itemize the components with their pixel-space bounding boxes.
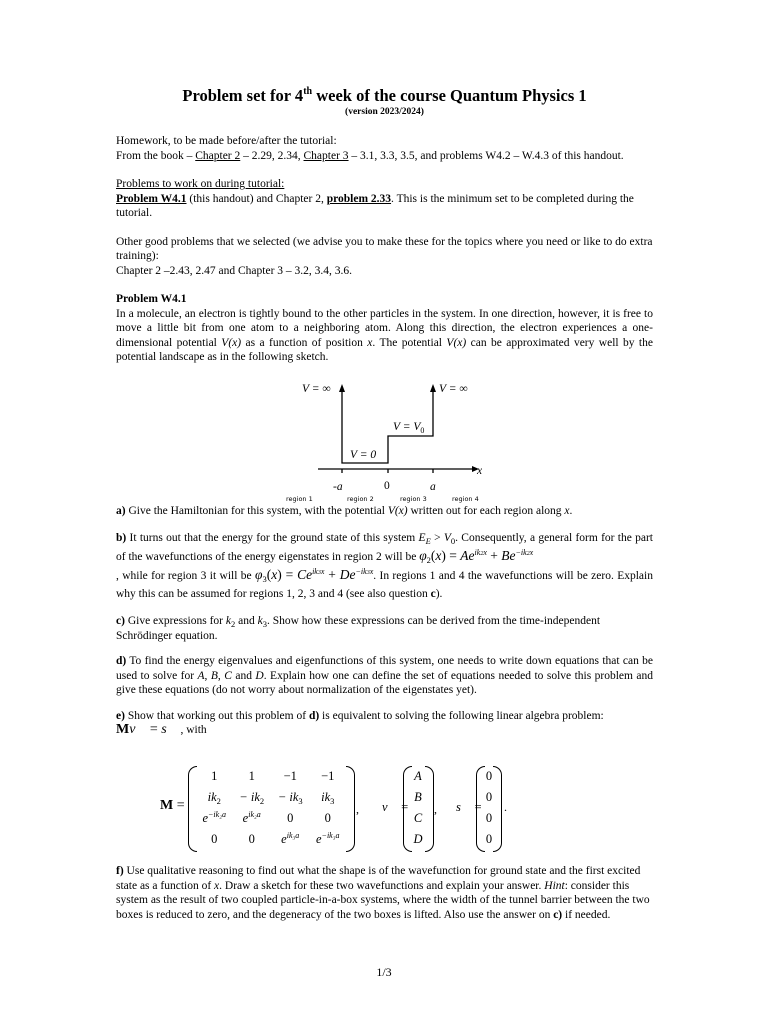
vector-s-label: s⃗ = (456, 800, 483, 814)
problem-w41-section: Problem W4.1 In a molecule, an electron is tightly bound to the other particles in the system. In one direction, however, it is free to move a little bit from one atom to a neighboring atom. Along this direction, the electron experiences a one-dimensional potential V(x) as a function of position x. The potential V(x) can be approximated very well by the potential landscape as in the following sketch. (116, 293, 653, 363)
part-f-container (116, 864, 653, 922)
other-problems-section: Other good problems that we selected (we advise you to make these for the topics where you need or like to do extra training): Chapter 2 –2.43, 2.47 and Chapter 3 – 3.2, 3.4, 3.6. (116, 235, 653, 277)
matrix-m: 1 1 −1 −1 $ik_2$ − $ik_2$ − $ik_3$ $ik_3$ $e^{-ik_2a}$ $e^{ik_2a}$ 0 0 0 0 $e^{ik_3a}$ $e^{-ik_3a}$ (202, 769, 340, 846)
x-axis-label: x (477, 465, 483, 477)
v-infinity-left: V = ∞ (302, 383, 331, 395)
part-e: e) Show that working out this problem of d) is equivalent to solving the following linear algebra problem: (116, 709, 604, 722)
page-content: Problem set for 4th week of the course Quantum Physics 1 (version 2023/2024) Homework, to be made before/after the tutorial: From the book – Chapter 2 – 2.29, 2.34, Chapter 3 – 3.1, 3.3, 3.5, and problems W4.2 – W.4.3 of this handout. Problems to work on during tutorial: Problem W4.1 (this handout) and Chapter 2, problem 2.33. This is the minimum set to be completed during the tutorial. Other good problems that we selected (we advise you to make these for the topics where you need or like to do extra training): Chapter 2 –2.43, 2.47 and Chapter 3 – 3.2, 3.4, 3.6. Problem W4.1 In a molecule, an electron is tightly bound to the other particles in the system. In one direction, however, it is free to move a little bit from one atom to a neighboring atom. Along this direction, the electron experiences a one-dimensional potential V(x) as a function of position x. The potential V(x) can be approximated very well by the potential landscape as in the following sketch. a) Give the Hamiltonian for this system, with the potential V(x) written out for each region along x. b) It turns out that the energy for the ground state of this system $E_E > V_0$. Consequently, a general form for the part of the wavefunctions of the energy eigenstates in region 2 will be $\varphi_2(x) = Ae^{ik2x} + Be^{-ik2x}$ , while for region 3 it will be $\varphi_3(x) = Ce^{ik3x} + De^{-ik3x}$. In regions 1 and 4 the wavefunctions will be zero. Explain why this can be assumed for regions 1, 2, 3 and 4 (see also question c). c) Give expressions for $k_2$ and $k_3$. Show how these expressions can be derived from the time-independent Schrödinger equation. d) To find the energy eigenvalues and eigenfunctions of this system, one needs to write down equations that can be used to solve for A, B, C and D. Explain how one can define the set of equations needed to solve this problem and give these equations (do not worry about normalization of the eigenstates yet). e) Show that working out this problem of d) is equivalent to solving the following linear algebra problem: Mv⃗ = s⃗ , with (116, 86, 654, 737)
tutorial-section: Problems to work on during tutorial: Problem W4.1 (this handout) and Chapter 2, problem 2.33. This is the minimum set to be completed during the tutorial. (116, 178, 634, 219)
homework-section: Homework, to be made before/after the tutorial: From the book – Chapter 2 – 2.29, 2.34, Chapter 3 – 3.1, 3.3, 3.5, and problems W4.2 – W.4.3 of this handout. (116, 135, 624, 162)
part-b: b) It turns out that the energy for the ground state of this system $E_E > V_0$. Consequently, a general form for the part of the wavefunctions of the energy eigenstates in region 2 will be $\varphi_2(x) = Ae^{ik2x} + Be^{-ik2x}$ , while for region 3 it will be $\varphi_3(x) = Ce^{ik3x} + De^{-ik3x}$. In regions 1 and 4 the wavefunctions will be zero. Explain why this can be assumed for regions 1, 2, 3 and 4 (see also question c). (116, 532, 653, 600)
page-number: 1/3 (376, 965, 392, 979)
region-4-label: region 4 (452, 495, 479, 503)
vector-s: 0 0 0 0 (485, 769, 493, 846)
tick-a: a (430, 481, 436, 493)
equation-linear-system: Mv⃗ = s⃗ (116, 722, 178, 737)
v-infinity-right: V = ∞ (439, 383, 468, 395)
equation-region2: $\varphi_2(x) = Ae^{ik2x} + Be^{-ik2x}$ (419, 548, 534, 565)
problem-heading: Problem W4.1 (116, 293, 187, 305)
equation-region3: $\varphi_3(x) = Ce^{ik3x} + De^{-ik3x}$ (255, 567, 374, 584)
v-v0-label: $V = V_0$ (393, 421, 425, 435)
matrix-m-label: M = (160, 798, 185, 813)
v-zero-label: V = 0 (350, 449, 377, 461)
vector-v: A B C D (413, 769, 423, 846)
region-1-label: region 1 (286, 495, 313, 503)
part-a: a) Give the Hamiltonian for this system, with the potential V(x) written out for each region along x. (116, 504, 573, 517)
potential-sketch (280, 372, 490, 507)
page-title: Problem set for 4th week of the course Quantum Physics 1 (182, 86, 587, 105)
left-wall-arrow (339, 384, 345, 392)
tick-minus-a: -a (333, 481, 343, 493)
part-d: d) To find the energy eigenvalues and eigenfunctions of this system, one needs to write down equations that can be used to solve for A, B, C and D. Explain how one can define the set of equations needed to solve this problem and give these equations (do not worry about normalization of the eigenstates yet). (116, 655, 654, 696)
tick-zero: 0 (384, 480, 390, 492)
matrix-equation: M = 1 1 −1 −1 $ik_2$ − $ik_2$ − $ik_3$ $ik_3$ $e^{-ik_2a}$ $e^{ik_2a}$ 0 0 0 0 $e^{ik_3a}$ $e^{-ik_3a}$ , v⃗ = A B C D , s⃗ = 0 0 0 0 . (160, 766, 520, 850)
right-wall-arrow (430, 384, 436, 392)
part-f: f) Use qualitative reasoning to find out what the shape is of the wavefunction for ground state and the first excited state as a function of x. Draw a sketch for these two wavefunctions and explain your answer. Hint: consider this system as the result of two coupled particle-in-a-box systems, where the width of the tunnel barrier between the two boxes is reduced to zero, and the degeneracy of the two boxes is lifted. Also use the answer on c) if needed. (116, 865, 650, 921)
region-3-label: region 3 (400, 495, 427, 503)
version-subtitle: (version 2023/2024) (345, 107, 424, 117)
part-c: c) Give expressions for $k_2$ and $k_3$. Show how these expressions can be derived from the time-independent Schrödinger equation. (116, 615, 601, 642)
vector-v-label: v⃗ = (382, 800, 409, 814)
region-2-label: region 2 (347, 495, 374, 503)
